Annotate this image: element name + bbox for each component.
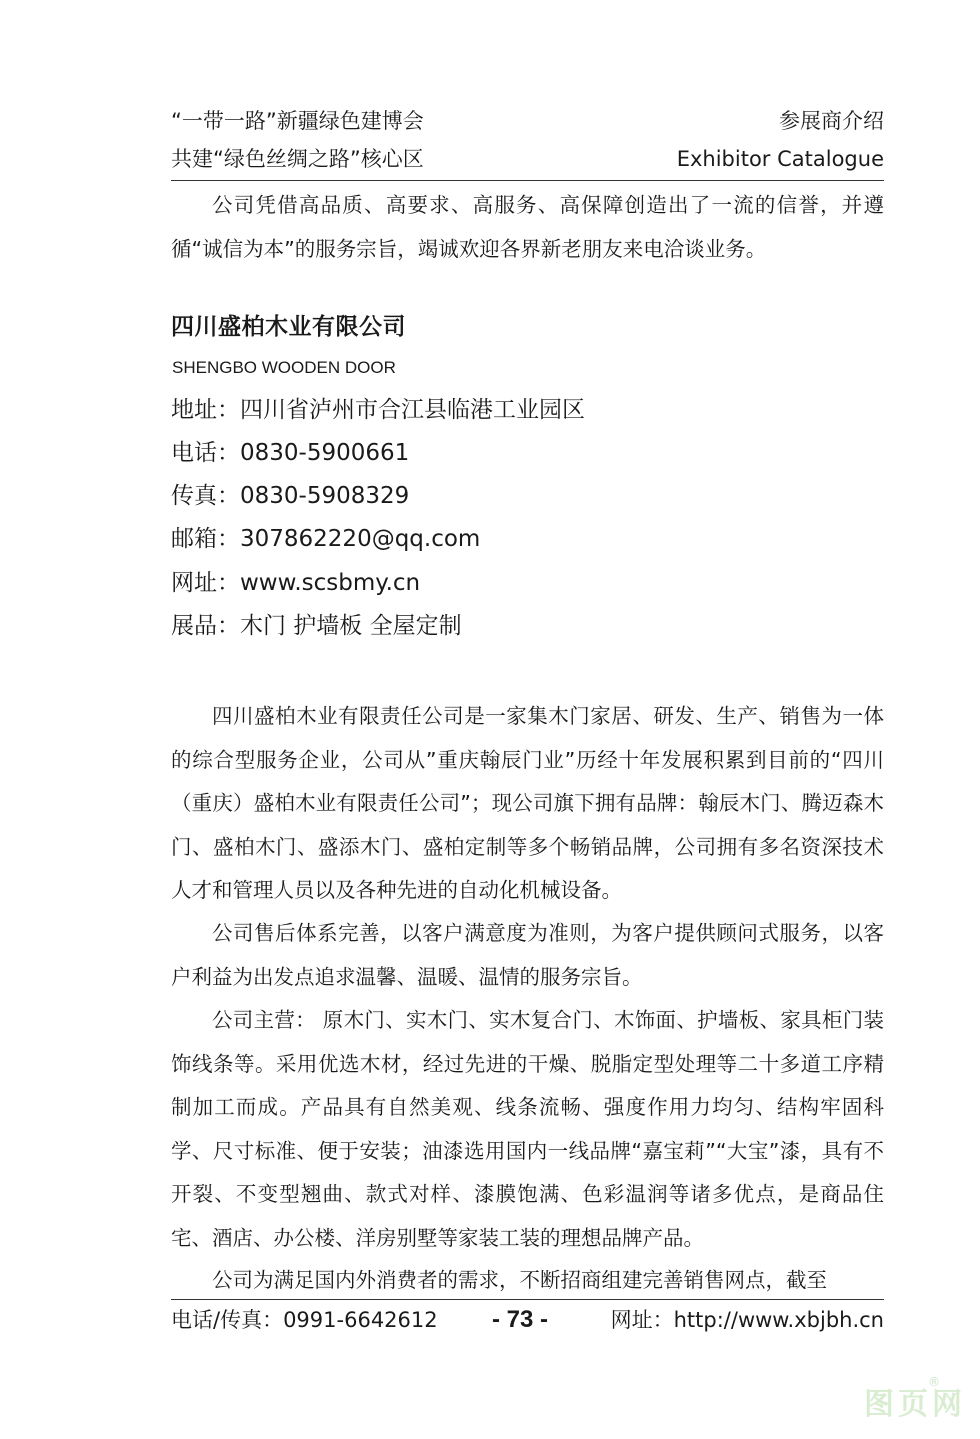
watermark-registered-mark: ® [928,1375,940,1389]
body-paragraph: 公司售后体系完善，以客户满意度为准则，为客户提供顾问式服务，以客户利益为出发点追求温馨、温暖、温情的服务宗旨。 [171,921,884,989]
company-website: 网址：www.scsbmy.cn [171,570,421,596]
footer-website: 网址：http://www.xbjbh.cn [610,1308,884,1332]
body-paragraph: 公司主营： 原木门、实木门、实木复合门、木饰面、护墙板、家具柜门装饰线条等。采用优选木材，经过先进的干燥、脱脂定型处理等二十多道工序精制加工而成。产品具有自然美观、线条流畅、强度作用力均匀、结构牢固科学、尺寸标准、便于安装；油漆选用国内一线品牌“嘉宝莉”“大宝”漆，具有不开裂、不变型翘曲、款式对样、漆膜饱满、色彩温润等诸多优点，是商品住宅、酒店、办公楼、洋房别墅等家装工装的理想品牌产品。 [171,1008,884,1250]
body-paragraph: 四川盛柏木业有限责任公司是一家集木门家居、研发、生产、销售为一体的综合型服务企业，公司从”重庆翰辰门业”历经十年发展积累到目前的“四川（重庆）盛柏木业有限责任公司”；现公司旗下拥有品牌：翰辰木门、腾迈森木门、盛柏木门、盛添木门、盛柏定制等多个畅销品牌，公司拥有多名资深技术人才和管理人员以及各种先进的自动化机械设备。 [171,704,884,902]
footer-phone: 电话/传真：0991-6642612 [171,1308,438,1332]
company-email: 邮箱：307862220@qq.com [171,526,481,552]
header-section-cn: 参展商介绍 [779,109,884,133]
page-number: - 73 - [492,1306,549,1333]
intro-paragraph: 公司凭借高品质、高要求、高服务、高保障创造出了一流的信誉，并遵循“诚信为本”的服务宗旨，竭诚欢迎各界新老朋友来电洽谈业务。 [171,193,884,261]
company-phone: 电话：0830-5900661 [171,440,410,466]
header-divider [171,180,884,181]
watermark-logo: 图页网 [864,1387,966,1422]
company-name-en: SHENGBO WOODEN DOOR [172,358,396,377]
header-title-line1: “一带一路”新疆绿色建博会 [171,109,424,133]
company-name: 四川盛柏木业有限公司 [171,314,406,340]
body-paragraph: 公司为满足国内外消费者的需求，不断招商组建完善销售网点，截至 [212,1268,827,1292]
company-fax: 传真：0830-5908329 [171,483,410,509]
header-section-en: Exhibitor Catalogue [676,147,884,171]
company-products: 展品：木门 护墙板 全屋定制 [171,613,462,639]
company-address: 地址：四川省泸州市合江县临港工业园区 [171,397,585,423]
header-title-line2: 共建“绿色丝绸之路”核心区 [171,147,424,171]
footer-divider [171,1299,884,1300]
